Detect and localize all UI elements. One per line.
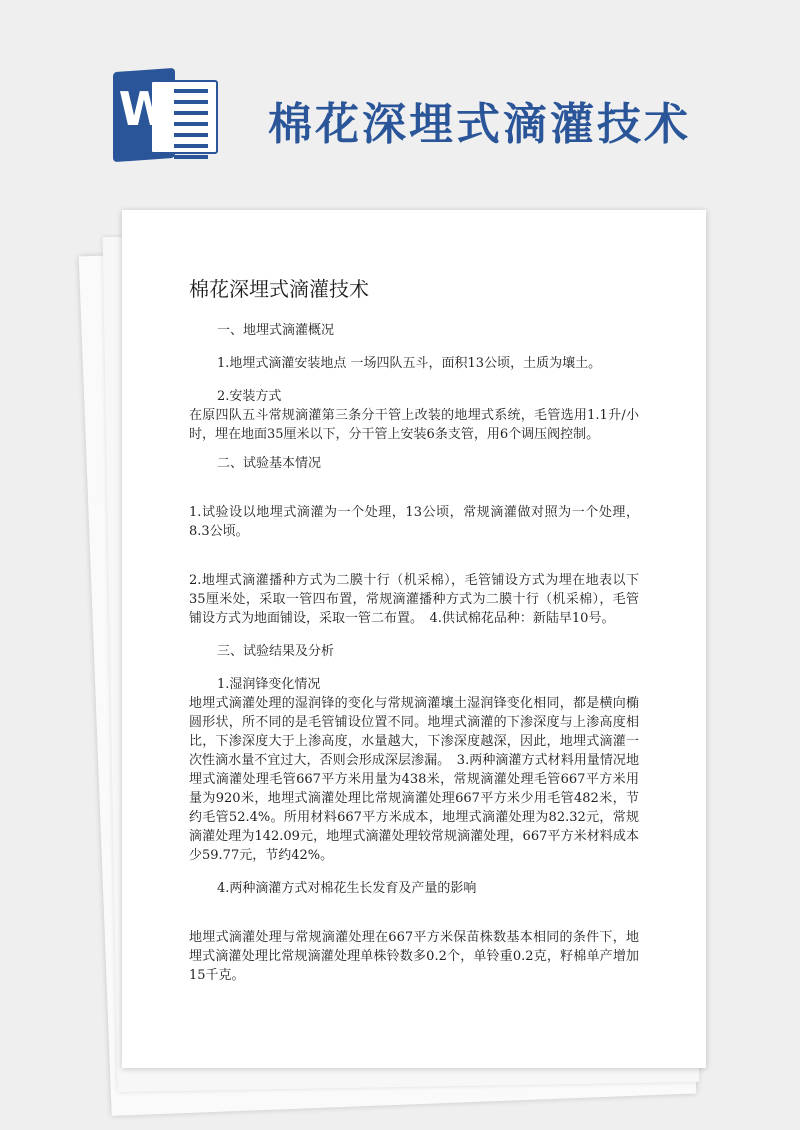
document-page: [122, 210, 706, 1068]
document-title: 棉花深埋式滴灌技术: [189, 277, 369, 301]
word-logo-letter: W: [118, 82, 170, 136]
paragraph-3: 1.试验设以地埋式滴灌为一个处理，13公顷，常规滴灌做对照为一个处理，8.3公顷。: [189, 505, 639, 539]
section-heading-2: 二、试验基本情况: [217, 456, 322, 471]
document-content: [189, 277, 639, 985]
section-heading-1: 一、地埋式滴灌概况: [217, 323, 335, 338]
paragraph-6-heading: 4.两种滴灌方式对棉花生长发育及产量的影响: [217, 881, 477, 896]
paragraph-5-heading: 1.湿润锋变化情况: [217, 677, 321, 692]
header: [0, 0, 800, 200]
section-heading-3: 三、试验结果及分析: [217, 644, 335, 659]
paragraph-2-body: 在原四队五斗常规滴灌第三条分干管上改装的地埋式系统，毛管选用1.1升/小时，埋在地面35厘米以下，分干管上安装6条支管，用6个调压阀控制。: [189, 408, 639, 442]
paragraph-6-body: 地埋式滴灌处理与常规滴灌处理在667平方米保苗株数基本相同的条件下，地埋式滴灌处理比常规滴灌处理单株铃数多0.2个，单铃重0.2克，籽棉单产增加15千克。: [189, 930, 639, 983]
paragraph-1: 1.地埋式滴灌安装地点 一场四队五斗，面积13公顷，土质为壤土。: [217, 356, 602, 371]
paragraph-2-heading: 2.安装方式: [217, 389, 282, 404]
header-title: 棉花深埋式滴灌技术: [268, 99, 691, 150]
paragraph-5-body: 地埋式滴灌处理的湿润锋的变化与常规滴灌壤土湿润锋变化相同，都是横向椭圆形状，所不同的是毛管铺设位置不同。地埋式滴灌的下渗深度与上渗高度相比，下渗深度大于上渗高度，水量越大，下渗深度越深，因此，地埋式滴灌一次性滴水量不宜过大，否则会形成深层渗漏。 3.两种滴灌方式材料用量情况地埋式滴灌处理毛管667平方米用量为438米，常规滴灌处理毛管667平方米用量为920米，地埋式滴灌处理比常规滴灌处理667平方米少用毛管482米，节约毛管52.4%。所用材料667平方米成本，地埋式滴灌处理为82.32元，常规滴灌处理为142.09元，地埋式滴灌处理较常规滴灌处理，667平方米材料成本少59.77元，节约42%。: [189, 696, 639, 863]
paragraph-4: 2.地埋式滴灌播种方式为二膜十行（机采棉），毛管铺设方式为埋在地表以下35厘米处，采取一管四布置，常规滴灌播种方式为二膜十行（机采棉），毛管铺设方式为地面铺设，采取一管二布置。 4.供试棉花品种：新陆早10号。: [189, 573, 639, 626]
